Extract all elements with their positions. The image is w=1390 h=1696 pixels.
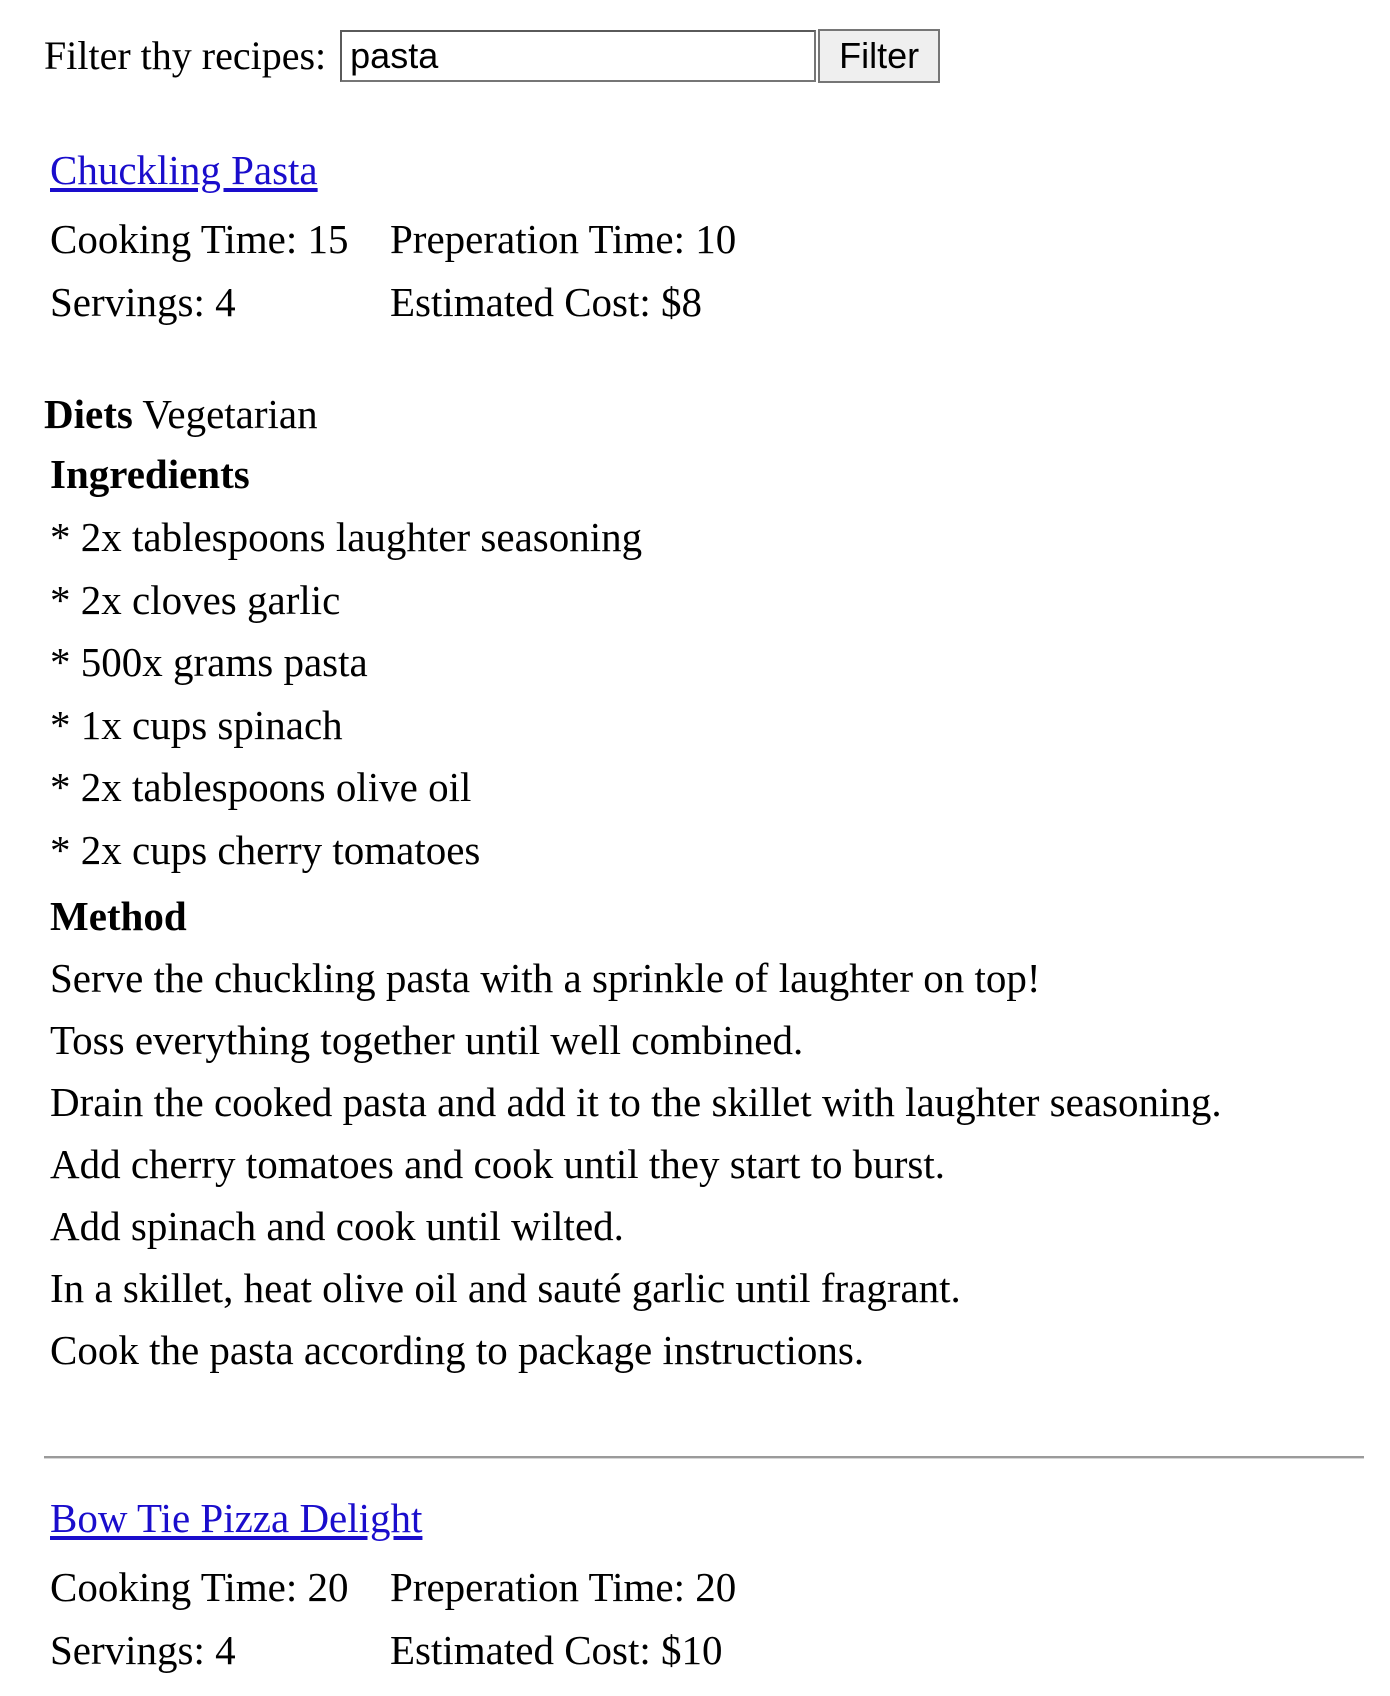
ingredient-item: * 2x tablespoons olive oil: [50, 764, 472, 810]
recipe-meta-row: [50, 208, 737, 271]
method-list: [50, 947, 1222, 1381]
recipe-meta-row: [50, 271, 703, 334]
recipe-meta: [50, 208, 737, 334]
servings: Servings: 4: [50, 279, 236, 325]
filter-input[interactable]: [340, 30, 816, 82]
ingredient-item: * 2x cloves garlic: [50, 576, 341, 623]
method-step: Cook the pasta according to package instructions.: [50, 1327, 865, 1373]
method-step: Add spinach and cook until wilted.: [50, 1203, 624, 1249]
method-step: Toss everything together until well combined.: [50, 1017, 804, 1063]
recipe-title-link[interactable]: Chuckling Pasta: [50, 147, 318, 193]
diets-label: Diets: [44, 391, 133, 437]
cooking-time: Cooking Time: 15: [50, 216, 349, 262]
recipe-meta-row: [50, 1556, 737, 1619]
servings: Servings: 4: [50, 1627, 236, 1673]
estimated-cost: Estimated Cost: $10: [390, 1627, 723, 1673]
ingredient-item: * 2x cups cherry tomatoes: [50, 826, 481, 873]
ingredient-item: * 2x tablespoons laughter seasoning: [50, 514, 643, 560]
method-heading: Method: [50, 893, 187, 939]
recipe-meta-row: [50, 1619, 723, 1682]
method-step: Add cherry tomatoes and cook until they start to burst.: [50, 1141, 945, 1187]
method-step: Serve the chuckling pasta with a sprinkle of laughter on top!: [50, 955, 1041, 1001]
filter-label: Filter thy recipes:: [44, 33, 327, 78]
preparation-time: Preperation Time: 20: [390, 1564, 737, 1610]
method-step: Drain the cooked pasta and add it to the skillet with laughter seasoning.: [50, 1079, 1222, 1125]
ingredient-item: * 500x grams pasta: [50, 639, 368, 685]
filter-button[interactable]: Filter: [818, 29, 940, 83]
diets-line: [44, 384, 318, 444]
ingredient-list: [50, 506, 642, 881]
recipe-meta: [50, 1556, 737, 1682]
cooking-time: Cooking Time: 20: [50, 1564, 349, 1610]
diets-value: Vegetarian: [142, 391, 318, 437]
ingredients-heading: Ingredients: [50, 451, 250, 497]
method-step: In a skillet, heat olive oil and sauté garlic until fragrant.: [50, 1265, 961, 1311]
recipe-title-link[interactable]: Bow Tie Pizza Delight: [50, 1495, 423, 1541]
preparation-time: Preperation Time: 10: [390, 216, 737, 262]
estimated-cost: Estimated Cost: $8: [390, 279, 703, 325]
recipe-divider: [44, 1456, 1364, 1459]
filter-bar: [44, 28, 940, 84]
ingredient-item: * 1x cups spinach: [50, 701, 343, 748]
